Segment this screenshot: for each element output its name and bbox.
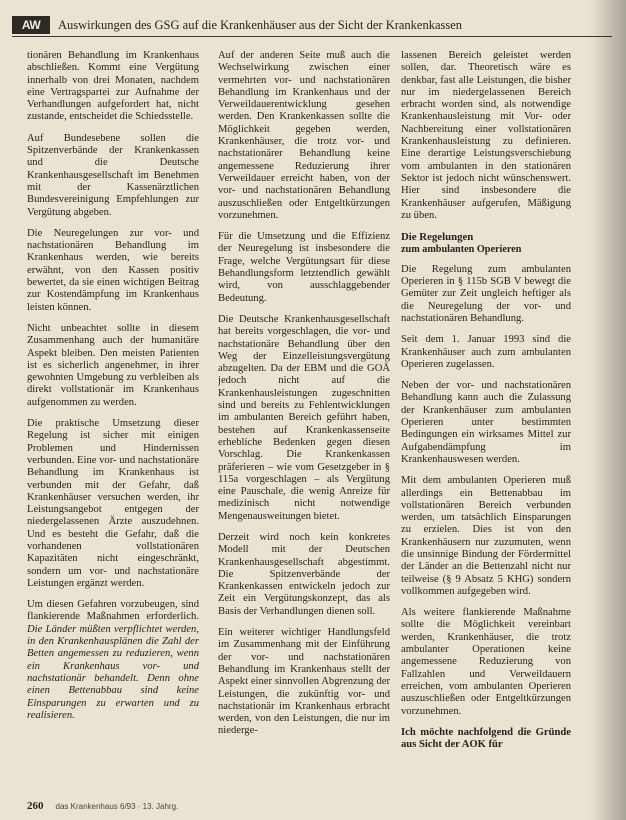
- paragraph: tionären Behandlung im Krankenhaus abschließen. Kommt eine Vergütung innerhalb von drei Monaten, nachdem eine Vertragspartei zur Aufnahme der Verhandlungen aufgefordert hat, nicht zustande, entscheidet die Schiedsstelle.: [27, 50, 199, 123]
- paragraph: Die Deutsche Krankenhausgesellschaft hat bereits vorgeschlagen, die vor- und nachstationäre Behandlung über den Weg der Einzelleistungsvergütung abzugelten. Da der EBM und die GOÄ jedoch nicht auf die Krankenhausleistungen zugeschnitten sind und bereits zu Fehlentwicklungen im ambulanten Bereich geführt haben, bestehen auf Krankenkassenseite erhebliche Bedenken gegen diesen Vorschlag. Die Krankenkassen präferieren – wie vom Gesetzgeber in § 115a vorgeschlagen – als Vergütung eine Pauschale, die wenig Anreize für medizinisch nicht notwendige Mengenausweitungen bietet.: [218, 313, 390, 522]
- paragraph: Die praktische Umsetzung dieser Regelung ist sicher mit einigen Problemen und Hindernissen verbunden. Eine vor- und nachstationäre Behandlung im Krankenhaus ist verbunden mit der Gefahr, daß Krankenhäuser versuchen werden, ihr Leistungsangebot entgegen der niedergelassenen Ärzte auszudehnen. Und es besteht die Gefahr, daß die vorhandenen vollstationären Kapazitäten nicht eingeschränkt, sondern um vor- und nachstationäre Leistungen ergänzt werden.: [27, 418, 199, 589]
- lead-paragraph: Ich möchte nachfolgend die Gründe aus Sicht der AOK für: [401, 726, 571, 751]
- paragraph: [27, 599, 199, 722]
- header-title: Auswirkungen des GSG auf die Krankenhäuser aus der Sicht der Krankenkassen: [58, 17, 463, 32]
- paragraph: Für die Umsetzung und die Effizienz der Neuregelung ist insbesondere die Frage, welche Vergütungsart für diese Behandlungsform letztendlich gewählt wird, von ausschlaggebender Bedeutung.: [218, 231, 390, 304]
- text-column-1: [27, 50, 199, 792]
- footer-meta: das Krankenhaus 6/93 · 13. Jahrg.: [55, 802, 179, 811]
- paragraph: Neben der vor- und nachstationären Behandlung kann auch die Zulassung der Krankenhäuser zum ambulanten Operieren unter bestimmten Bedingungen ein wirksames Mittel zur Aufgabendämpfung im Krankenhauswesen werden.: [401, 380, 571, 465]
- paragraph: Ein weiterer wichtiger Handlungsfeld im Zusammenhang mit der Einführung der vor- und nachstationären Behandlung im Krankenhaus stellt der Aspekt einer sinnvollen Abgrenzung der Leistungen, die zukünftig vor- und nachstationär im Krankenhaus erbracht werden, von den Leistungen, die nur im niederge-: [218, 627, 390, 737]
- italic-paragraph-text: Die Länder müßten verpflichtet werden, in den Krankenhausplänen die Zahl der Betten angemessen zu reduzieren, wenn ein Krankenhaus vor- und nachstationär behandelt. Denn ohne einen Bettenabbau sind keine Einsparungen zu erwarten und zu realisieren.: [27, 623, 199, 721]
- paragraph: Als weitere flankierende Maßnahme sollte die Möglichkeit vereinbart werden, Krankenhäuser, die trotz ambulanter Operationen keine angemessene Reduzierung von Fallzahlen und Verweildauern erreichen, vom ambulanten Operieren auszuschließen oder Entgeltkürzungen vorzunehmen.: [401, 607, 571, 717]
- section-subheading: zum ambulanten Operieren: [401, 244, 522, 256]
- journal-logo: AW: [12, 16, 50, 34]
- text-column-3: [401, 50, 571, 792]
- paragraph-text: Um diesen Gefahren vorzubeugen, sind flankierende Maßnahmen erforderlich.: [27, 599, 199, 623]
- paragraph: Die Regelung zum ambulanten Operieren in § 115b SGB V bewegt die Gemüter zur Zeit ungleich heftiger als die Neuregelung der vor- und nachstationären Behandlung.: [401, 263, 571, 324]
- paragraph: Die Neuregelungen zur vor- und nachstationären Behandlung im Krankenhaus werden, wie bereits erwähnt, von den Kassen positiv bewertet, da sie einen wichtigen Beitrag zur Kostendämpfung im Krankenhaus leisten können.: [27, 227, 199, 313]
- paragraph: Nicht unbeachtet sollte in diesem Zusammenhang auch der humanitäre Aspekt bleiben. Den meisten Patienten ist es sicherlich angenehmer, in ihrer gewohnten Umgebung zu verbleiben als direkt vollstationär im Krankenhaus aufgenommen zu werden.: [27, 322, 199, 408]
- page-number: 260: [27, 800, 44, 812]
- paragraph: lassenen Bereich geleistet werden sollen, dar. Theoretisch wäre es denkbar, fast alle Leistungen, die bisher nur im niedergelassenen Bereich erbracht worden sind, als notwendige Krankenhausleistung mit Vor- oder Nachbereitung einer vollstationären Krankenhausleistung zu definieren. Eine derartige Leistungsverschiebung vom ambulanten in den stationären Sektor ist jedoch nicht wünschenswert. Hier sind insbesondere die Krankenhäuser aufgerufen, Mäßigung zu üben.: [401, 50, 571, 221]
- text-column-2: [218, 50, 390, 792]
- paragraph: Derzeit wird noch kein konkretes Modell mit der Deutschen Krankenhausgesellschaft abgestimmt. Die Spitzenverbände der Krankenkassen entwickeln jedoch zur Zeit ein Vergütungskonzept, das als Basis der Verhandlungen dienen soll.: [218, 531, 390, 617]
- running-header: [12, 14, 612, 37]
- paragraph: Auf Bundesebene sollen die Spitzenverbände der Krankenkassen und die Deutsche Krankenhausgesellschaft im Benehmen mit der Kassenärztlichen Bundesvereinigung Empfehlungen zur Vergütung abgeben.: [27, 132, 199, 218]
- paragraph: Seit dem 1. Januar 1993 sind die Krankenhäuser auch zum ambulanten Operieren zugelassen.: [401, 334, 571, 370]
- paragraph: Auf der anderen Seite muß auch die Wechselwirkung zwischen einer vermehrten vor- und nachstationären Behandlung im Krankenhaus und der Verweildauerentwicklung gesehen werden. Den Krankenkassen sollte die Möglichkeit gegeben werden, Krankenhäuser, die trotz vor- und nachstationärer Behandlung keine angemessene Reduzierung ihrer Verweildauer erreicht haben, von der vor- und nachstationären Behandlung auszuschließen oder Entgeltkürzungen vorzunehmen.: [218, 50, 390, 221]
- paragraph: Mit dem ambulanten Operieren muß allerdings ein Bettenabbau im vollstationären Bereich verbunden werden, um tatsächlich Einsparungen zu erzielen. Dies ist von den Krankenhäusern nur zuzumuten, wenn die unsinnige Bindung der Fördermittel der Länder an die Bettenzahl nicht nur teilweise (§ 9 Absatz 5 KHG) sondern vollkommen aufgegeben wird.: [401, 475, 571, 597]
- page-edge-shadow: [590, 0, 626, 820]
- page-footer: [27, 800, 178, 812]
- section-heading: Die Regelungen: [401, 231, 474, 244]
